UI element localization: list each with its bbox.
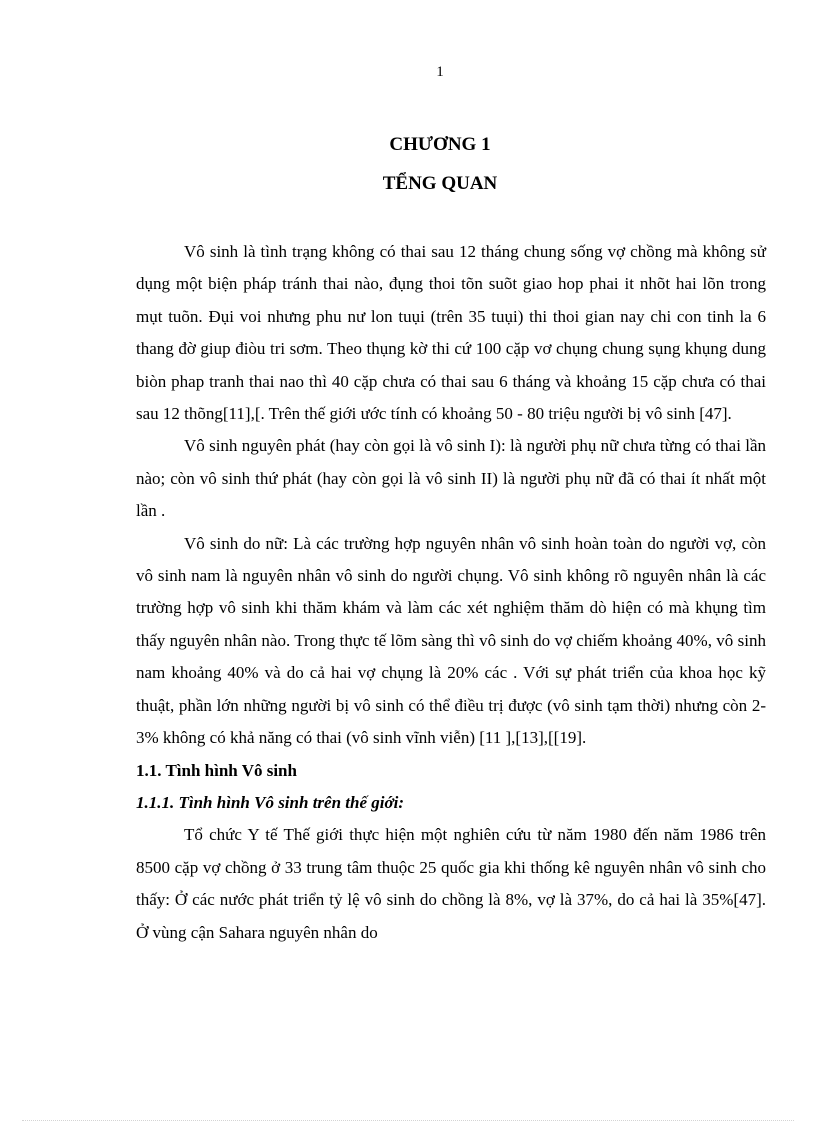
section-heading: 1.1. Tình hình Vô sinh: [136, 760, 297, 780]
chapter-label: CHƯƠNG 1: [389, 134, 491, 155]
document-body: [136, 236, 766, 949]
paragraph-primary-secondary: Vô sinh nguyên phát (hay còn gọi là vô sinh I): là người phụ nữ chưa từng có thai lần nào; còn vô sinh thứ phát (hay còn gọi là vô sinh II) là người phụ nữ đã có thai ít nhất một lần .: [136, 436, 766, 521]
section-subheading: 1.1.1. Tình hình Vô sinh trên thế giới:: [136, 792, 404, 812]
paragraph-definition: Vô sinh là tình trạng không có thai sau 12 tháng chung sống vợ chồng mà không sử dụng một biện pháp tránh thai nào, đụng thoi tõn suõt giao hop phai it nhõt hai lõn trong mụt tuõn. Đụi voi nhưng phu nư lon tuụi (trên 35 tuụi) thi thoi gian nay chi con tinh la 6 thang đờ giup điòu tri sơm. Theo thụng kờ thi cứ 100 cặp vơ chụng chung sụng khụng dung biòn phap tranh thai nao thì 40 cặp chưa có thai sau 6 tháng và khoảng 15 cặp chưa có thai sau 12 thõng[11],[. Trên thế giới ước tính có khoảng 50 - 80 triệu người bị vô sinh [47].: [136, 242, 766, 424]
paragraph-causes: Vô sinh do nữ: Là các trường hợp nguyên nhân vô sinh hoàn toàn do người vợ, còn vô sinh nam là nguyên nhân vô sinh do người chụng. Vô sinh không rõ nguyên nhân là các trường hợp vô sinh khi thăm khám và làm các xét nghiệm thăm dò hiện có mà khụng tìm thấy nguyên nhân nào. Trong thực tế lõm sàng thì vô sinh do vợ chiếm khoảng 40%, vô sinh nam khoảng 40% và do cả hai vợ chụng là 20% các . Với sự phát triển của khoa học kỹ thuật, phần lớn những người bị vô sinh có thể điều trị được (vô sinh tạm thời) nhưng còn 2-3% không có khả năng có thai (vô sinh vĩnh viễn) [11 ],[13],[[19].: [136, 533, 766, 748]
page-number: 1: [436, 64, 444, 80]
chapter-title: TỂNG QUAN: [382, 173, 498, 194]
page-bottom-divider: [22, 1120, 794, 1121]
paragraph-who-study: Tổ chức Y tế Thế giới thực hiện một nghiên cứu từ năm 1980 đến năm 1986 trên 8500 cặp vợ chồng ở 33 trung tâm thuộc 25 quốc gia khi thống kê nguyên nhân vô sinh cho thấy: Ở các nước phát triển tỷ lệ vô sinh do chồng là 8%, vợ là 37%, do cả hai là 35%[47]. Ở vùng cận Sahara nguyên nhân do: [136, 825, 766, 942]
